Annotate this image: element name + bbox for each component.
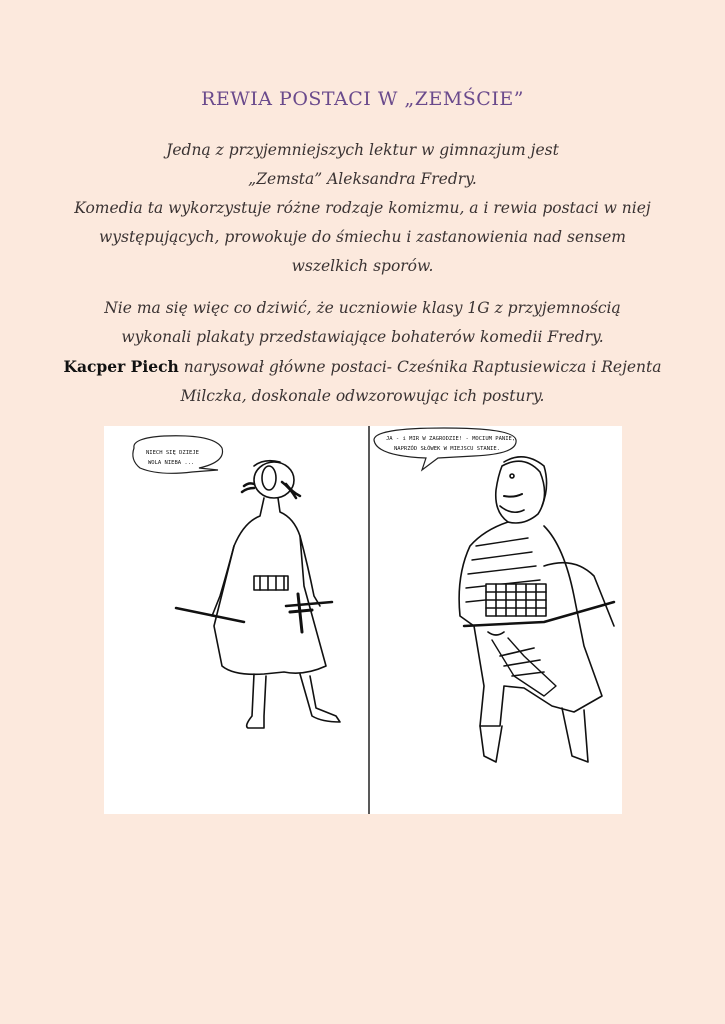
- intro-line-1: Jedną z przyjemniejszych lektur w gimnazjum jest: [166, 141, 559, 159]
- left-bubble-line-1: NIECH SIĘ DZIEJE: [146, 450, 199, 456]
- class-line-1: Nie ma się więc co dziwić, że uczniowie klasy 1G z przyjemnością: [104, 299, 621, 317]
- poster-illustration: [104, 426, 622, 814]
- left-character: [176, 461, 340, 728]
- right-bubble-line-2: NAPRZÓD SŁÓWEK W MIEJSCU STANIE.: [394, 446, 500, 452]
- class-line-2: wykonali plakaty przedstawiające bohaterów komedii Fredry.: [121, 328, 604, 346]
- intro-line-2: „Zemsta” Aleksandra Fredry.: [248, 170, 477, 188]
- author-name: Kacper Piech: [63, 357, 179, 376]
- left-bubble-line-2: WOLA NIEBA ...: [148, 460, 195, 466]
- poster-drawing: [104, 426, 622, 814]
- class-paragraph: [60, 294, 665, 411]
- intro-line-5: wszelkich sporów.: [291, 257, 434, 275]
- intro-paragraph: [60, 136, 665, 281]
- class-line-3: [60, 352, 665, 382]
- right-bubble-line-1: JA - i MIR W ZAGRODZIE! - MOCIUM PANIE,: [386, 436, 516, 442]
- intro-line-3: Komedia ta wykorzystuje różne rodzaje komizmu, a i rewia postaci w niej: [74, 199, 651, 217]
- right-character: [459, 457, 614, 762]
- class-line-4: Milczka, doskonale odwzorowując ich postury.: [180, 387, 545, 405]
- page-title: REWIA POSTACI W „ZEMŚCIE”: [201, 88, 524, 110]
- left-speech-bubble: [133, 436, 223, 474]
- intro-line-4: występujących, prowokuje do śmiechu i zastanowienia nad sensem: [99, 228, 626, 246]
- right-speech-bubble: [374, 428, 516, 470]
- class-line-3-rest: narysował główne postaci- Cześnika Raptusiewicza i Rejenta: [178, 358, 662, 376]
